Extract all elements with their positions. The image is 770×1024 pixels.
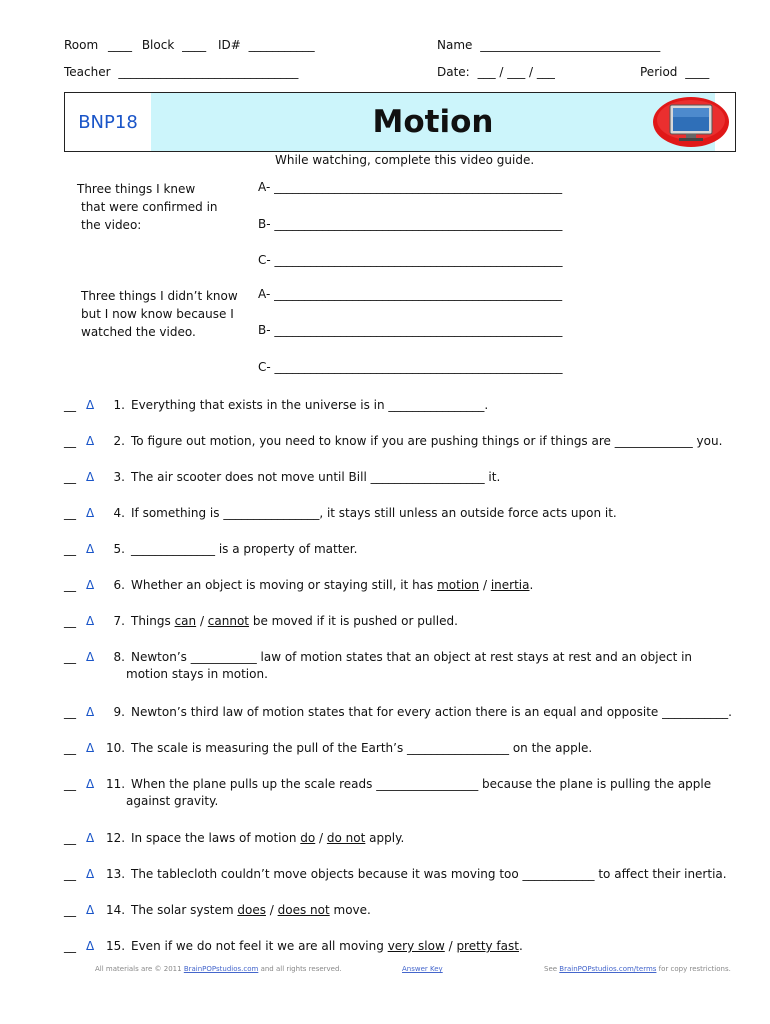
triangle-icon: Δ <box>86 470 95 484</box>
video-code: BNP18 <box>78 111 138 133</box>
answer-option[interactable]: pretty fast <box>456 939 519 953</box>
question-number: 2. <box>113 434 125 448</box>
question-text: Everything that exists in the universe is in ________________. <box>131 398 489 412</box>
date-label: Date: <box>437 65 470 79</box>
triangle-icon: Δ <box>86 650 95 664</box>
check-blank[interactable]: __ <box>64 705 76 719</box>
date-row <box>437 65 555 79</box>
question-11 <box>64 775 711 793</box>
check-blank[interactable]: __ <box>64 614 76 628</box>
question-7 <box>64 612 458 630</box>
question-12 <box>64 829 404 847</box>
check-blank[interactable]: __ <box>64 903 76 917</box>
answer-option[interactable]: very slow <box>387 939 445 953</box>
question-text: . <box>518 939 523 953</box>
check-blank[interactable]: __ <box>64 777 76 791</box>
title-banner <box>64 92 736 152</box>
triangle-icon: Δ <box>86 398 95 412</box>
id-label: ID# <box>217 38 241 52</box>
period-label: Period <box>640 65 678 79</box>
triangle-icon: Δ <box>86 578 95 592</box>
question-5 <box>64 540 357 558</box>
question-number: 4. <box>113 506 125 520</box>
answer-option[interactable]: motion <box>437 578 480 592</box>
question-number: 7. <box>113 614 125 628</box>
question-number: 12. <box>106 831 126 845</box>
copyright-text: All materials are © 2011 <box>95 965 182 973</box>
room-label: Room <box>64 38 99 52</box>
check-blank[interactable]: __ <box>64 741 76 755</box>
confirmed-line: that were confirmed in <box>81 200 218 214</box>
site-link[interactable]: BrainPOPstudios.com <box>183 965 259 973</box>
question-number: 14. <box>106 903 126 917</box>
learned-answer-a[interactable]: A- ________________________________________________ <box>258 287 563 301</box>
question-text: / <box>315 831 327 845</box>
question-10 <box>64 739 592 757</box>
question-number: 5. <box>113 542 125 556</box>
period-field[interactable]: ____ <box>685 65 710 79</box>
teacher-label: Teacher <box>64 65 111 79</box>
question-text: / <box>196 614 208 628</box>
check-blank[interactable]: __ <box>64 398 76 412</box>
triangle-icon: Δ <box>86 614 95 628</box>
footer-answer-key <box>402 965 443 973</box>
check-blank[interactable]: __ <box>64 650 76 664</box>
triangle-icon: Δ <box>86 705 95 719</box>
question-text: Whether an object is moving or staying still, it has <box>131 578 438 592</box>
learned-answer-b[interactable]: B- ________________________________________________ <box>258 323 563 337</box>
question-text: The solar system <box>131 903 238 917</box>
answer-option[interactable]: inertia <box>490 578 530 592</box>
question-13 <box>64 865 727 883</box>
question-1 <box>64 396 488 414</box>
question-number: 9. <box>113 705 125 719</box>
question-text: Things <box>131 614 175 628</box>
question-text: When the plane pulls up the scale reads _________________ because the plane is pulling the apple <box>131 777 712 791</box>
learned-line: Three things I didn’t know <box>81 289 238 303</box>
instructions: While watching, complete this video guide. <box>275 153 535 167</box>
confirmed-prompt <box>77 180 218 234</box>
answer-option[interactable]: can <box>174 614 197 628</box>
name-field[interactable]: ______________________________ <box>480 38 661 52</box>
triangle-icon: Δ <box>86 867 95 881</box>
question-text: ______________ is a property of matter. <box>131 542 358 556</box>
page-title: Motion <box>151 93 715 151</box>
question-text: / <box>265 903 278 917</box>
confirmed-answer-b[interactable]: B- ________________________________________________ <box>258 217 563 231</box>
question-text: / <box>444 939 457 953</box>
learned-line: but I now know because I <box>81 307 234 321</box>
answer-option[interactable]: do <box>300 831 316 845</box>
answer-key-link[interactable]: Answer Key <box>402 965 443 973</box>
answer-option[interactable]: does not <box>277 903 330 917</box>
triangle-icon: Δ <box>86 903 95 917</box>
question-text: In space the laws of motion <box>131 831 301 845</box>
teacher-field[interactable]: ______________________________ <box>118 65 299 79</box>
name-row <box>437 38 660 52</box>
question-text: The scale is measuring the pull of the Earth’s _________________ on the apple. <box>131 741 593 755</box>
question-8 <box>64 648 692 666</box>
question-4 <box>64 504 617 522</box>
name-label: Name <box>437 38 473 52</box>
question-text: . <box>529 578 534 592</box>
question-15 <box>64 937 523 955</box>
question-text: be moved if it is pushed or pulled. <box>249 614 458 628</box>
triangle-icon: Δ <box>86 741 95 755</box>
question-text: apply. <box>365 831 405 845</box>
question-text: To figure out motion, you need to know if you are pushing things or if things are _____________ you. <box>131 434 723 448</box>
question-continuation: against gravity. <box>126 794 219 808</box>
question-2 <box>64 432 722 450</box>
question-number: 10. <box>106 741 126 755</box>
check-blank[interactable]: __ <box>64 470 76 484</box>
triangle-icon: Δ <box>86 542 95 556</box>
learned-line: watched the video. <box>81 325 196 339</box>
question-number: 1. <box>113 398 125 412</box>
question-9 <box>64 703 732 721</box>
block-field[interactable]: ____ <box>182 38 207 52</box>
question-text: If something is ________________, it stays still unless an outside force acts upon it. <box>131 506 617 520</box>
id-field[interactable]: ___________ <box>248 38 315 52</box>
question-continuation: motion stays in motion. <box>126 667 268 681</box>
triangle-icon: Δ <box>86 777 95 791</box>
question-text: Newton’s ___________ law of motion states that an object at rest stays at rest and an object in <box>131 650 693 664</box>
room-field[interactable]: ____ <box>108 38 132 52</box>
see-text: See <box>544 965 558 973</box>
terms-link[interactable]: BrainPOPstudios.com/terms <box>559 965 657 973</box>
footer-copyright <box>95 965 342 973</box>
question-number: 6. <box>113 578 125 592</box>
television-icon <box>651 96 731 148</box>
triangle-icon: Δ <box>86 939 95 953</box>
question-3 <box>64 468 500 486</box>
question-text: Even if we do not feel it we are all moving <box>131 939 388 953</box>
confirmed-line: the video: <box>81 218 142 232</box>
question-number: 13. <box>106 867 126 881</box>
triangle-icon: Δ <box>86 434 95 448</box>
question-text: Newton’s third law of motion states that for every action there is an equal and opposite ___________. <box>131 705 732 719</box>
block-label: Block <box>141 38 175 52</box>
teacher-row <box>64 65 298 79</box>
check-blank[interactable]: __ <box>64 434 76 448</box>
learned-prompt <box>81 287 238 341</box>
footer-terms <box>544 965 731 973</box>
learned-answer-c[interactable]: C- ________________________________________________ <box>258 360 563 374</box>
confirmed-line: Three things I knew <box>77 182 196 196</box>
question-text: The tablecloth couldn’t move objects because it was moving too ____________ to affect their inertia. <box>131 867 727 881</box>
check-blank[interactable]: __ <box>64 939 76 953</box>
period-row <box>640 65 709 79</box>
question-text: The air scooter does not move until Bill ___________________ it. <box>131 470 501 484</box>
date-field[interactable]: ___ / ___ / ___ <box>477 65 555 79</box>
header-row-1 <box>64 38 315 52</box>
triangle-icon: Δ <box>86 831 95 845</box>
terms-text: for copy restrictions. <box>658 965 731 973</box>
question-6 <box>64 576 533 594</box>
answer-option[interactable]: cannot <box>207 614 250 628</box>
question-14 <box>64 901 371 919</box>
triangle-icon: Δ <box>86 506 95 520</box>
question-text: / <box>479 578 491 592</box>
answer-option[interactable]: do not <box>326 831 366 845</box>
check-blank[interactable]: __ <box>64 867 76 881</box>
question-number: 15. <box>106 939 126 953</box>
check-blank[interactable]: __ <box>64 506 76 520</box>
check-blank[interactable]: __ <box>64 578 76 592</box>
check-blank[interactable]: __ <box>64 831 76 845</box>
confirmed-answer-a[interactable]: A- ________________________________________________ <box>258 180 563 194</box>
question-number: 3. <box>113 470 125 484</box>
rights-text: and all rights reserved. <box>260 965 342 973</box>
answer-option[interactable]: does <box>237 903 266 917</box>
question-number: 8. <box>113 650 125 664</box>
check-blank[interactable]: __ <box>64 542 76 556</box>
question-text: move. <box>329 903 371 917</box>
confirmed-answer-c[interactable]: C- ________________________________________________ <box>258 253 563 267</box>
question-number: 11. <box>106 777 126 791</box>
